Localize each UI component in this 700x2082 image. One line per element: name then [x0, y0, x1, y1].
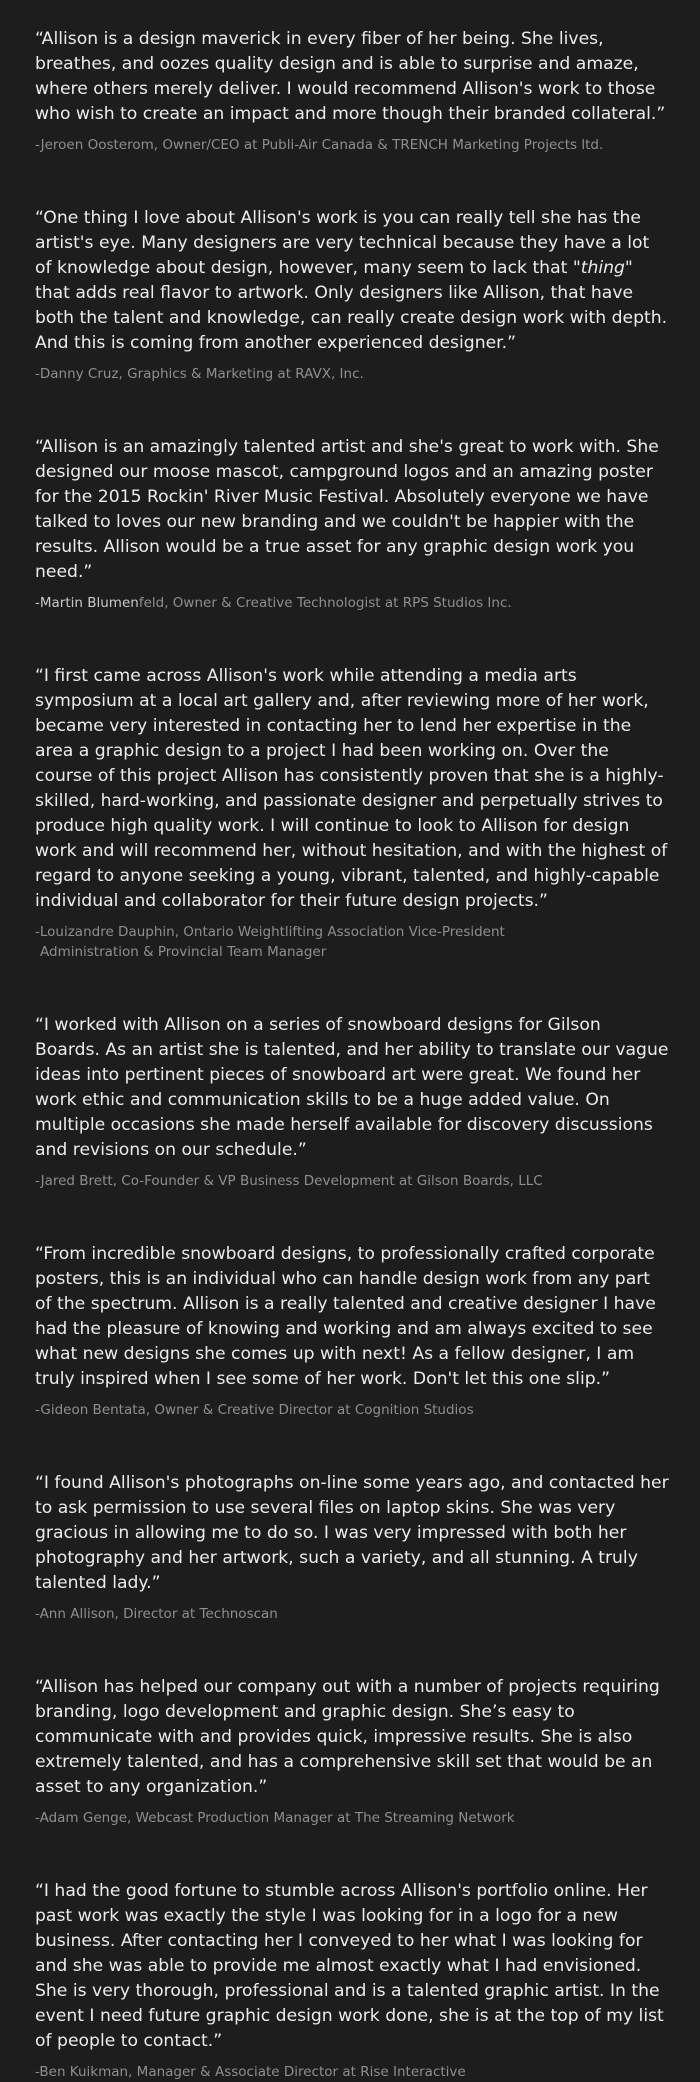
testimonial-6	[35, 1242, 670, 1420]
testimonial-3	[35, 435, 670, 613]
author-line-2: Administration & Provincial Team Manager	[40, 944, 327, 960]
author-rest: feld, Owner & Creative Technologist at RPS Studios Inc.	[138, 595, 512, 611]
testimonial-author: -Danny Cruz, Graphics & Marketing at RAVX, Inc.	[35, 366, 364, 382]
author-highlight: -Martin Blumen	[35, 595, 139, 611]
testimonial-quote: “Allison is a design maverick in every fiber of her being. She lives, breathes, and oozes quality design and is able to surprise and amaze, where others merely deliver. I would recommend Allison's work to those who wish to create an impact and more though their branded collateral.”	[35, 29, 666, 124]
testimonial-quote: “Allison has helped our company out with a number of projects requiring branding, logo development and graphic design. She’s easy to communicate with and provides quick, impressive results. She is also extremely talented, and has a comprehensive skill set that would be an asset to any organization.”	[35, 1677, 660, 1797]
testimonial-7	[35, 1471, 670, 1624]
quote-text-after: that adds real flavor to artwork. Only designers like Allison, that have both the talent and knowledge, can really create design work with depth. And this is coming from another experienced designer.”	[35, 283, 668, 353]
testimonial-author: -Ben Kuikman, Manager & Associate Director at Rise Interactive	[35, 2064, 466, 2080]
testimonial-author: -Jeroen Oosterom, Owner/CEO at Publi-Air Canada & TRENCH Marketing Projects ltd.	[35, 137, 604, 153]
testimonial-9	[35, 1879, 670, 2082]
testimonial-5	[35, 1013, 670, 1191]
testimonial-8	[35, 1675, 670, 1828]
quote-emphasis: "thing"	[572, 258, 633, 278]
testimonial-author: -Ann Allison, Director at Technoscan	[35, 1606, 278, 1622]
testimonial-quote: “Allison is an amazingly talented artist and she's great to work with. She designed our moose mascot, campground logos and an amazing poster for the 2015 Rockin' River Music Festival. Absolutely everyone we have talked to loves our new branding and we couldn't be happier with the results. Allison would be a true asset for any graphic design work you need.”	[35, 437, 659, 582]
author-line-1: -Louizandre Dauphin, Ontario Weightlifting Association Vice-President	[35, 924, 505, 940]
testimonial-author: -Gideon Bentata, Owner & Creative Director at Cognition Studios	[35, 1402, 474, 1418]
testimonial-quote	[35, 206, 670, 356]
testimonial-1	[35, 27, 670, 155]
testimonial-author: -Adam Genge, Webcast Production Manager at The Streaming Network	[35, 1810, 515, 1826]
testimonial-quote: “I found Allison's photographs on-line some years ago, and contacted her to ask permission to use several files on laptop skins. She was very gracious in allowing me to do so. I was very impressed with both her photography and her artwork, such a variety, and all stunning. A truly talented lady.”	[35, 1473, 669, 1593]
quote-text-before: “One thing I love about Allison's work is you can really tell she has the artist's eye. Many designers are very technical because they have a lot of knowledge about design, however, many seem to lack that	[35, 208, 650, 278]
testimonial-quote: “I first came across Allison's work while attending a media arts symposium at a local art gallery and, after reviewing more of her work, became very interested in contacting her to lend her expertise in the area a graphic design to a project I had been working on. Over the course of this project Allison has consistently proven that she is a highly-skilled, hard-working, and passionate designer and perpetually strives to produce high quality work. I will continue to look to Allison for design work and will recommend her, without hesitation, and with the highest of regard to anyone seeking a young, vibrant, talented, and highly-capable individual and collaborator for their future design projects.”	[35, 666, 668, 911]
testimonial-4	[35, 664, 670, 962]
testimonial-quote: “I had the good fortune to stumble across Allison's portfolio online. Her past work was exactly the style I was looking for in a logo for a new business. After contacting her I conveyed to her what I was looking for and she was able to provide me almost exactly what I had envisioned. She is very thorough, professional and is a talented graphic artist. In the event I need future graphic design work done, she is at the top of my list of people to contact.”	[35, 1881, 664, 2051]
testimonial-author	[35, 922, 670, 962]
testimonial-quote: “From incredible snowboard designs, to professionally crafted corporate posters, this is an individual who can handle design work from any part of the spectrum. Allison is a really talented and creative designer I have had the pleasure of knowing and working and am always excited to see what new designs she comes up with next! As a fellow designer, I am truly inspired when I see some of her work. Don't let this one slip.”	[35, 1244, 656, 1389]
testimonial-author: -Jared Brett, Co-Founder & VP Business Development at Gilson Boards, LLC	[35, 1173, 543, 1189]
testimonial-author	[35, 593, 670, 613]
testimonial-2	[35, 206, 670, 384]
testimonial-quote: “I worked with Allison on a series of snowboard designs for Gilson Boards. As an artist she is talented, and her ability to translate our vague ideas into pertinent pieces of snowboard art were great. We found her work ethic and communication skills to be a huge added value. On multiple occasions she made herself available for discovery discussions and revisions on our schedule.”	[35, 1015, 669, 1160]
